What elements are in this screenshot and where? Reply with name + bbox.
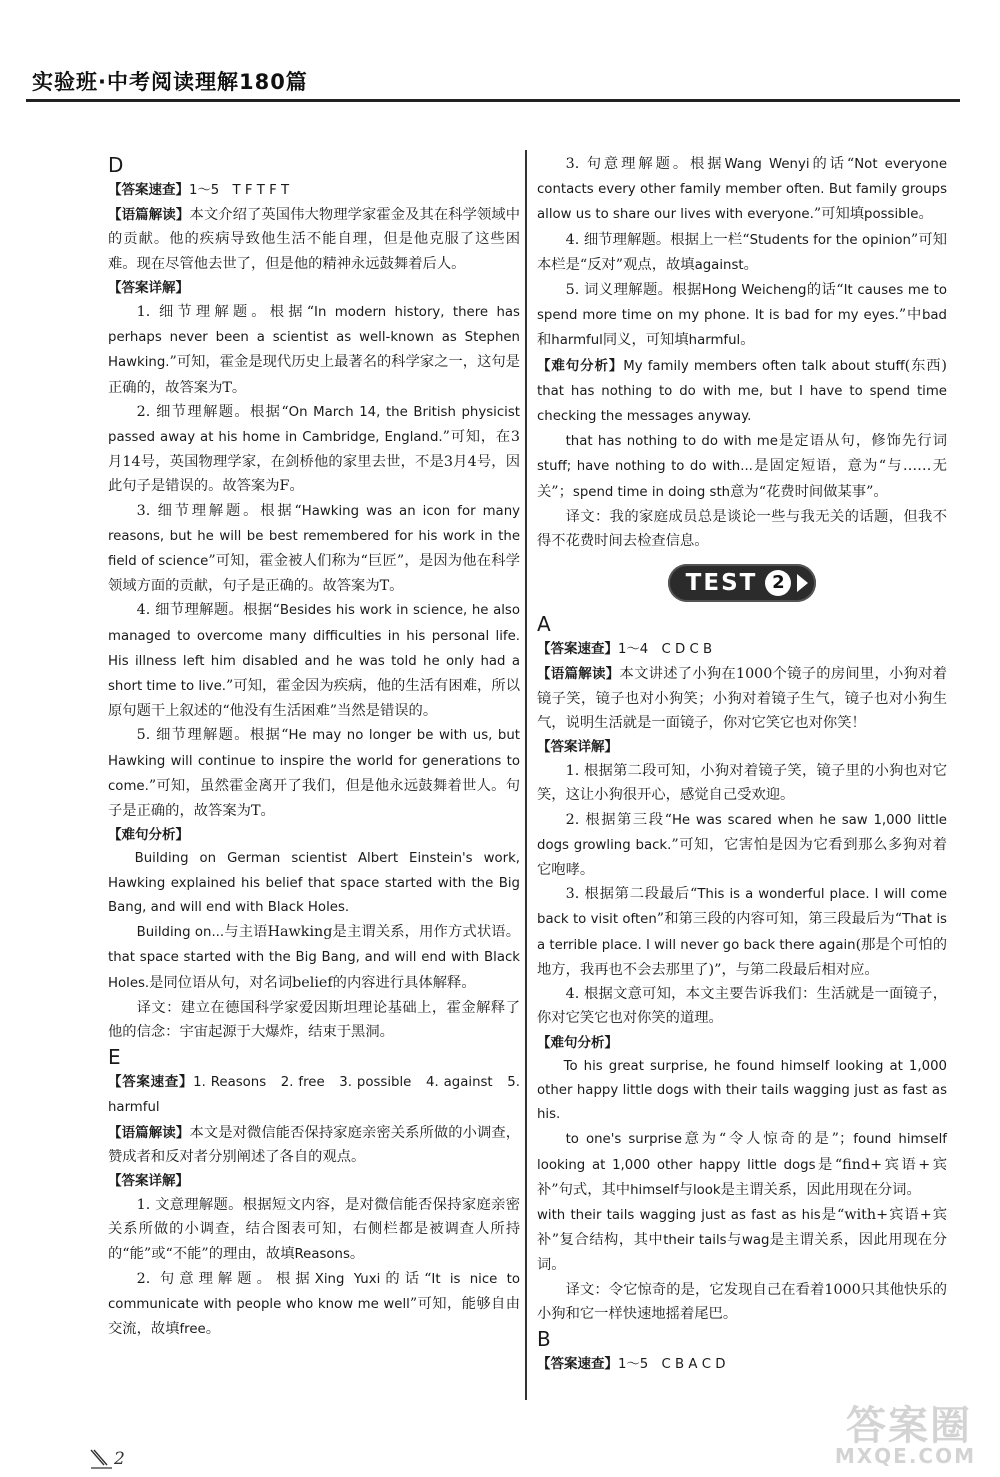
d-q2: 2. 细节理解题。根据“On March 14, the British physicist passed away at his home in Cambridge, England.”可知，在3月14号，英国物理学家，在剑桥他的家里去世，不是3月4号，因此句子是错误的。故答案为F。 [108, 403, 520, 495]
a-detail-heading: 【答案详解】 [537, 739, 618, 756]
page-number: 2 [114, 1449, 125, 1469]
a-q3: 3. 根据第二段最后“This is a wonderful place. I will come back to visit often”和第三段的内容可知，第三段最后为“That is a terrible place. I will never go back there again(那是个可怕的地方，我再也不会去那里了)”，与第二段最后相对应。 [537, 886, 948, 978]
d-reading-summary: 【语篇解读】本文介绍了英国伟大物理学家霍金及其在科学领域中的贡献。他的疾病导致他生活不能自理，但是他克服了这些困难。现在尽管他去世了，但是他的精神永远鼓舞着后人。 [108, 207, 521, 272]
a-q2: 2. 根据第三段“He was scared when he saw 1,000 little dogs growling back.”可知，它害怕是因为它看到那么多狗对着它咆哮。 [537, 811, 948, 879]
d-translation: 译文：建立在德国科学家爱因斯坦理论基础上，霍金解释了他的信念：宇宙起源于大爆炸，结束于黑洞。 [108, 999, 520, 1040]
a-hard-analysis-2: with their tails wagging just as fast as his是“with+宾语+宾补”复合结构，其中their tails与wag是主谓关系，因此用现在分词。 [537, 1206, 948, 1274]
header-rule [26, 99, 960, 102]
d-hard-analysis: Building on...与主语Hawking是主谓关系，用作方式状语。that space started with the Big Bang, and will end with Black Holes.是同位语从句，对名词belief的内容进行具体解释。 [108, 924, 520, 991]
test-pill [668, 564, 817, 602]
section-d-heading: D [108, 153, 124, 177]
d-answer-key: 【答案速查】1～5 T F T F T [108, 182, 290, 198]
book-title: 实验班·中考阅读理解180篇 [32, 70, 308, 94]
watermark-url: MXQE.COM [834, 1444, 976, 1468]
right-column [537, 152, 947, 1377]
d-hard-sentence: Building on German scientist Albert Einstein's work, Hawking explained his belief that space started with the Big Bang, and will end with Black Holes. [108, 851, 520, 915]
d-hard-heading: 【难句分析】 [108, 827, 189, 844]
a-hard-heading: 【难句分析】 [537, 1034, 618, 1051]
d-q3: 3. 细节理解题。根据“Hawking was an icon for many reasons, but he will be best remembered for his work in the field of science”可知，霍金被人们称为“巨匠”，是因为他在科学领域方面的贡献，句子是正确的。故答案为T。 [108, 502, 520, 595]
e-answer-key: 【答案速查】1. Reasons 2. free 3. possible 4. against 5. harmful [108, 1074, 520, 1116]
e-hard-analysis: that has nothing to do with me是定语从句，修饰先行词stuff; have nothing to do with...是固定短语，意为“与……无关”；spend time in doing sth意为“花费时间做某事”。 [537, 433, 948, 500]
section-e-heading: E [108, 1045, 121, 1070]
section-a-heading: A [537, 612, 551, 637]
a-answer-key: 【答案速查】1～4 C D C B [537, 641, 713, 658]
site-watermark [792, 1392, 982, 1472]
a-hard-analysis: to one's surprise意为“令人惊奇的是”；found himself looking at 1,000 other happy little dogs是“find+宾语+宾补”句式，其中himself与look是主谓关系，因此用现在分词。 [537, 1131, 947, 1198]
d-detail-heading: 【答案详解】 [108, 279, 189, 296]
b-answer-key: 【答案速查】1～5 C B A C D [537, 1355, 726, 1372]
a-q4: 4. 根据文意可知，本文主要告诉我们：生活就是一面镜子，你对它笑它也对你笑的道理。 [537, 986, 947, 1027]
d-q4: 4. 细节理解题。根据“Besides his work in science, he also managed to overcome many difficulties in his personal life. His illness left him disabled and he was told he only had a short time to live.”可知，霍金因为疾病，他的生活有困难，所以原句题干上叙述的“他没有生活困难”当然是错误的。 [108, 602, 521, 720]
e-translation: 译文：我的家庭成员总是谈论一些与我无关的话题，但我不得不花费时间去检查信息。 [537, 508, 947, 550]
e-reading-summary: 【语篇解读】本文是对微信能否保持家庭亲密关系所做的小调查，赞成者和反对者分别阐述了各自的观点。 [108, 1124, 521, 1165]
d-q5: 5. 细节理解题。根据“He may no longer be with us, but Hawking will continue to inspire the world for generations to come.”可知，虽然霍金离开了我们，但是他永远鼓舞着世人。句子是正确的，故答案为T。 [108, 727, 520, 820]
e-detail-heading: 【答案详解】 [108, 1172, 189, 1189]
arrow-right-icon [797, 574, 808, 592]
d-q1: 1. 细节理解题。根据“In modern history, there has perhaps never been a scientist as well-known as Stephen Hawking.”可知，霍金是现代历史上最著名的科学家之一，这句是正确的，故答案为T。 [108, 304, 520, 396]
a-reading-summary: 【语篇解读】本文讲述了小狗在1000个镜子的房间里，小狗对着镜子笑，镜子也对小狗笑；小狗对着镜子生气，镜子也对小狗生气，说明生活就是一面镜子，你对它笑它也对你笑！ [537, 666, 947, 731]
test-number-badge: 2 [765, 570, 791, 596]
page-header [0, 0, 1000, 104]
e-q2: 2. 句意理解题。根据Xing Yuxi的话“It is nice to communicate with people who know me well”可知，能够自由交流，故填free。 [108, 1270, 520, 1338]
section-b-heading: B [537, 1326, 551, 1351]
e-q1: 1. 文意理解题。根据短文内容，是对微信能否保持家庭亲密关系所做的小调查，结合图表可知，右侧栏都是被调查人所持的“能”或“不能”的理由，故填Reasons。 [108, 1197, 520, 1262]
e-q5: 5. 词义理解题。根据Hong Weicheng的话“It causes me to spend more time on my phone. It is bad for my eyes.”中bad和harmful同义，可知填harmful。 [537, 282, 948, 349]
a-translation: 译文：令它惊奇的是，它发现自己在看着1000只其他快乐的小狗和它一样快速地摇着尾巴。 [537, 1281, 947, 1322]
e-q4: 4. 细节理解题。根据上一栏“Students for the opinion”可知本栏是“反对”观点，故填against。 [537, 231, 948, 273]
a-hard-sentence: To his great surprise, he found himself looking at 1,000 other happy little dogs with their tails wagging just as fast as his. [537, 1058, 947, 1123]
column-divider [525, 150, 527, 1400]
watermark-logo-text: 答案圈 [846, 1403, 972, 1449]
test-label: TEST [685, 570, 758, 597]
left-column [108, 152, 520, 1342]
e-hard-block: 【难句分析】My family members often talk about stuff(东西) that has nothing to do with me, but I have to spend time checking the messages anyway. [537, 357, 948, 425]
a-q1: 1. 根据第二段可知，小狗对着镜子笑，镜子里的小狗也对它笑，这让小狗很开心，感觉自己受欢迎。 [537, 763, 947, 804]
test-2-banner [537, 557, 947, 609]
pen-icon [88, 1447, 114, 1471]
e-q3: 3. 句意理解题。根据Wang Wenyi的话“Not everyone contacts every other family member often. But family groups allow us to share our lives with everyone.”可知填possible。 [537, 156, 947, 223]
